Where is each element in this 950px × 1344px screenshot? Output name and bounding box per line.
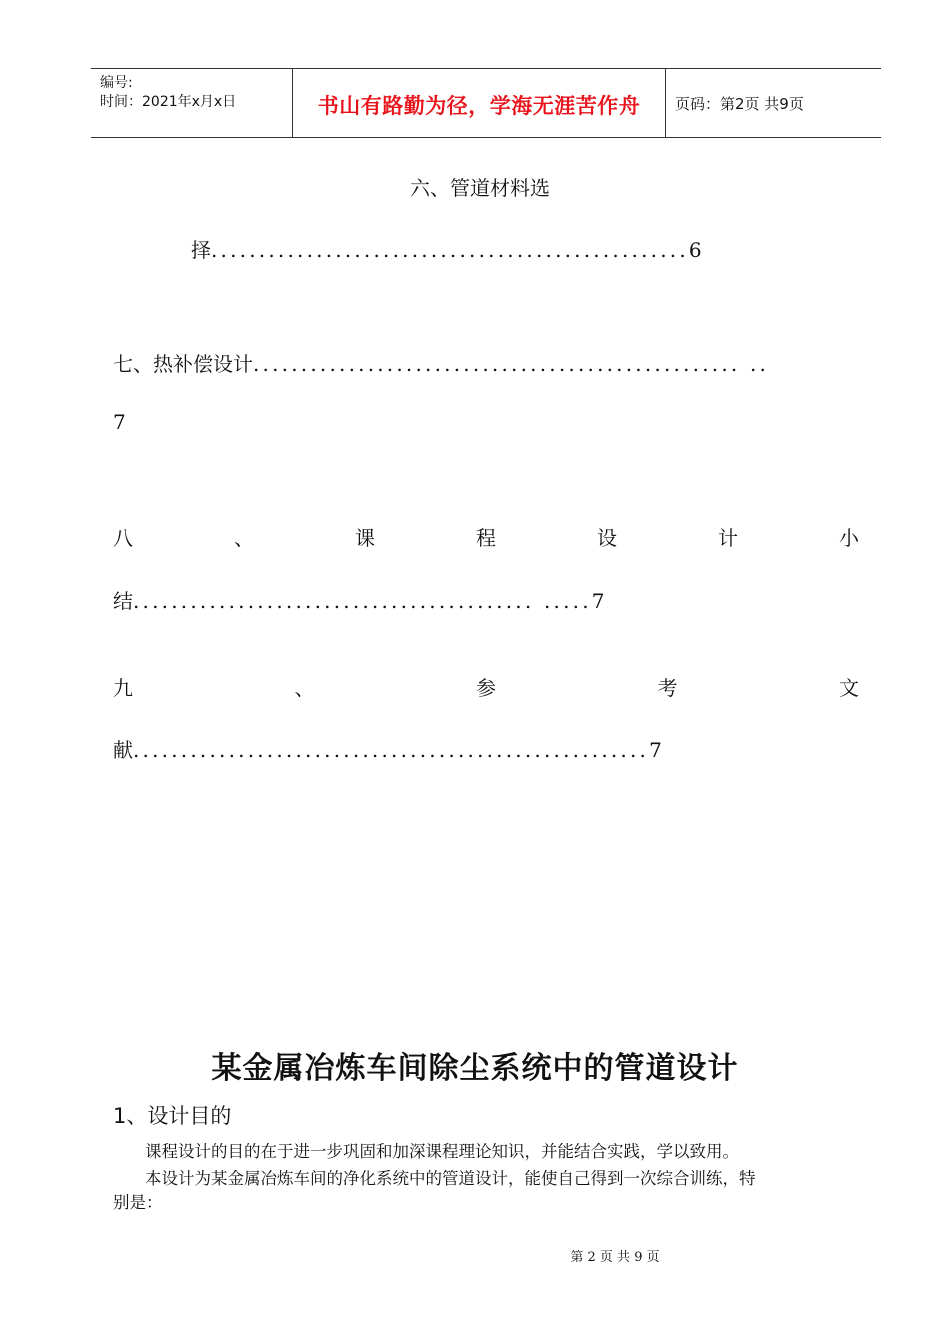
section-heading-1: 1、设计目的 [113,1104,232,1128]
page-header [91,68,881,138]
toc-item-9-char: 参 [476,676,496,700]
toc-item-8-dots: .......................................... ..... [133,589,592,613]
toc-item-6-line2 [191,234,702,263]
toc-item-8-char: 计 [718,526,738,550]
toc-item-6-text: 择 [191,238,211,262]
header-page-label: 页码：第2页 共9页 [675,95,804,113]
toc-item-8-char: 、 [234,526,254,550]
paragraph-2-line1: 本设计为某金属冶炼车间的净化系统中的管道设计，能使自己得到一次综合训练，特 [145,1169,756,1188]
toc-item-7-page: 7 [113,410,126,434]
toc-item-9-page: 7 [649,738,662,762]
time-label: 时间：2021年x月x日 [100,94,237,110]
toc-item-7-text: 七、热补偿设计 [113,352,253,376]
header-meta-cell [91,69,293,137]
paragraph-1: 课程设计的目的在于进一步巩固和加深课程理论知识，并能结合实践，学以致用。 [145,1142,739,1161]
toc-item-8-line2 [113,585,605,614]
toc-item-9-char: 九 [113,676,133,700]
toc-item-9-char: 、 [294,676,315,700]
toc-item-9-char: 文 [839,676,859,700]
toc-item-6-line1: 六、管道材料选 [410,176,550,200]
toc-item-9-line1 [113,672,859,701]
toc-item-8-page: 7 [591,589,605,613]
toc-item-8-text: 结 [113,589,133,613]
toc-item-7-dots: ................................................... .. [253,352,770,376]
toc-item-8-char: 八 [113,526,133,550]
toc-item-8-char: 小 [839,526,859,550]
page-footer: 第 2 页 共 9 页 [570,1250,660,1265]
toc-item-8-char: 课 [355,526,375,550]
toc-item-7-line1 [113,348,769,377]
toc-item-9-line2 [113,734,662,763]
toc-item-9-text: 献 [113,738,133,762]
motto-text: 书山有路勤为径，学海无涯苦作舟 [317,94,641,118]
toc-item-8-char: 程 [476,526,496,550]
toc-item-9-dots: ...................................................... [133,738,650,762]
header-motto-cell [293,69,666,137]
number-label: 编号: [100,75,133,91]
toc-item-9-char: 考 [657,676,678,700]
document-title: 某金属冶炼车间除尘系统中的管道设计 [211,1051,739,1086]
toc-item-6-dots: .................................................. [211,238,689,262]
paragraph-2-line2: 别是： [113,1193,163,1212]
toc-item-6-page: 6 [688,238,702,262]
toc-item-8-line1 [113,522,859,551]
toc-item-8-char: 设 [597,526,617,550]
